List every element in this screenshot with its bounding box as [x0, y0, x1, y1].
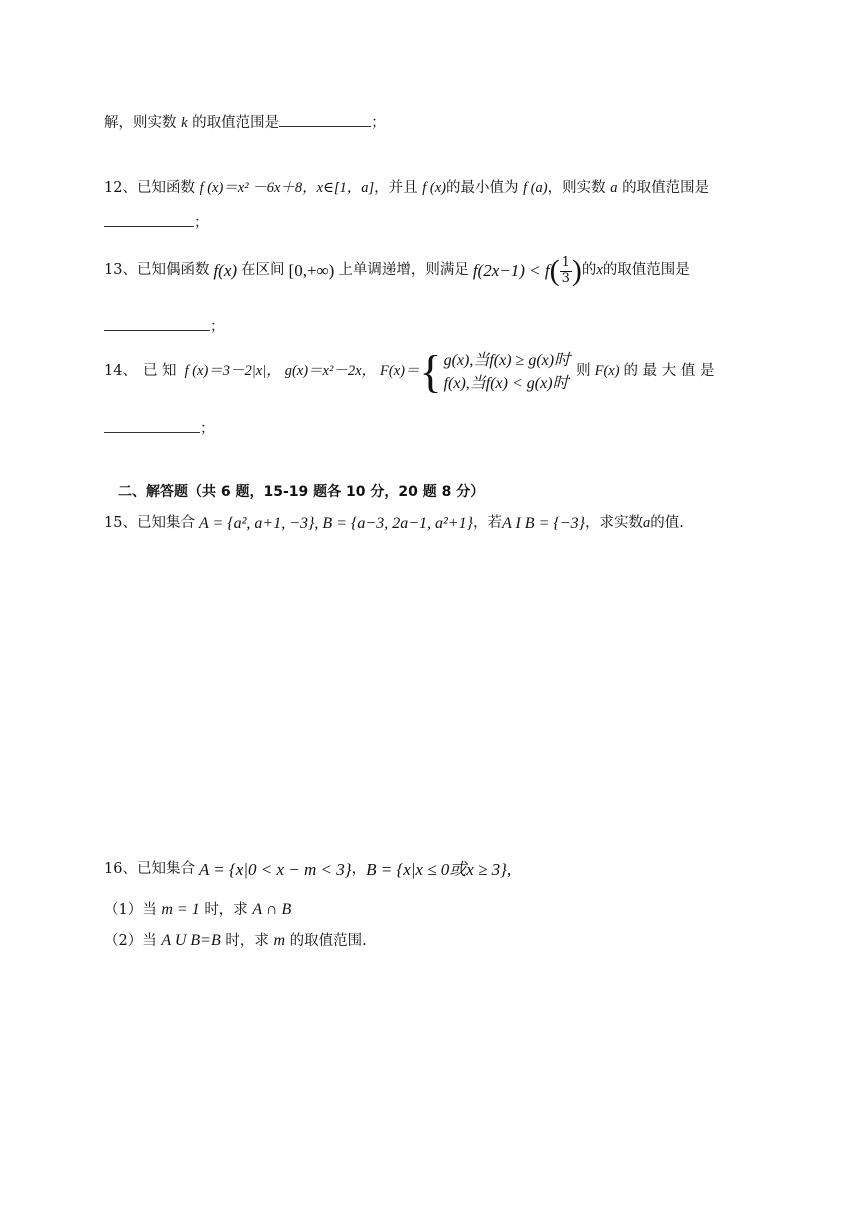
question-12-answer-line: ； [104, 212, 209, 232]
fraction: $\frac{1}{3}$ [561, 255, 570, 286]
piecewise-function [419, 346, 571, 397]
answer-blank[interactable] [104, 418, 200, 433]
answer-blank[interactable] [104, 212, 194, 227]
piecewise-cases: g(x),当f(x) ≥ g(x)时 f(x),当f(x) < g(x)时 [443, 351, 571, 392]
q11-tail: 解，则实数 k 的取值范围是 ； [104, 112, 386, 132]
question-14-answer-line: ； [104, 418, 215, 438]
answer-blank[interactable] [104, 316, 210, 331]
right-paren: ) [571, 254, 582, 287]
question-13: 13、 已知偶函数 f(x) 在区间 [0,+∞) 上单调递增，则满足 f(2x−1) < f ( $\frac{1}{3}$ ) 的 x 的取值范围是 [104, 254, 690, 287]
question-16-part-1: （1）当 m = 1 时，求 A ∩ B [104, 901, 292, 918]
answer-blank[interactable] [279, 112, 371, 127]
question-15: 15、 已知集合 A = {a², a+1, −3}, B = {a−3, 2a−1, a²+1} ，若 A I B = {−3} ，求实数 a 的值. [104, 515, 684, 533]
question-16-part-2: （2）当 A U B=B 时，求 m 的取值范围. [104, 932, 367, 949]
question-13-answer-line: ； [104, 316, 225, 336]
brace: { [419, 346, 442, 397]
section-heading: 二、解答题（共 6 题，15-19 题各 10 分，20 题 8 分） [118, 484, 485, 500]
question-12: 12、已知函数 f (x)＝x² －6x＋8，x∈[1，a]，并且 f (x)的最小值为 f (a)，则实数 a 的取值范围是 [104, 180, 710, 196]
question-14: 14、 已 知 f (x)＝3－2|x|， g(x)＝x²－2x， F(x)＝ { g(x),当f(x) ≥ g(x)时 f(x),当f(x) < g(x)时 则 F(x) 的 最 大 值 是 [104, 346, 715, 397]
question-16: 16、 已知集合 A = {x|0 < x − m < 3} ， B = {x|x ≤ 0或x ≥ 3}, [104, 859, 512, 879]
left-paren: ( [549, 254, 560, 287]
